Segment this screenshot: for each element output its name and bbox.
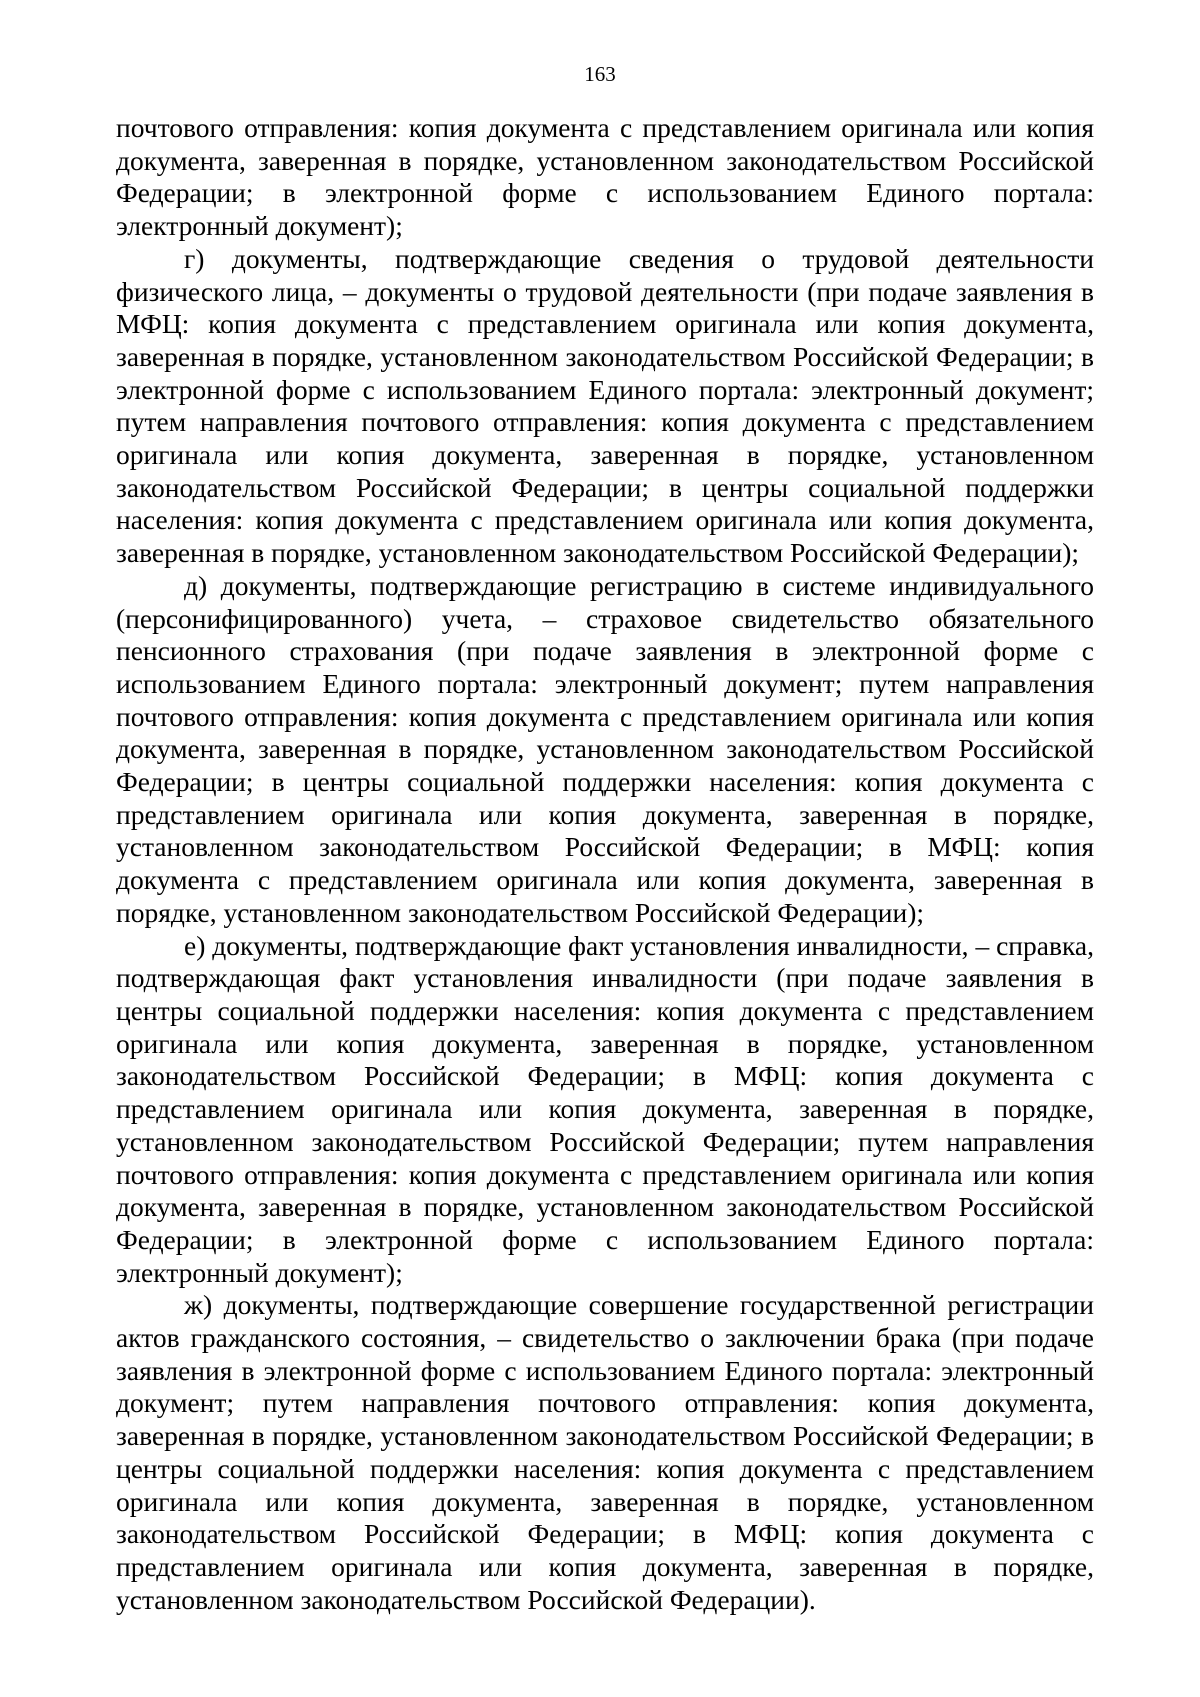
paragraph-item-e: е) документы, подтверждающие факт установления инвалидности, – справка, подтверждающая факт установления инвалидности (при подаче заявления в центры социальной поддержки населения: копия документа с представлением оригинала или копия документа, заверенная в порядке, установленном законодательством Российской Федерации; в МФЦ: копия документа с представлением оригинала или копия документа, заверенная в порядке, установленном законодательством Российской Федерации; путем направления почтового отправления: копия документа с представлением оригинала или копия документа, заверенная в порядке, установленном законодательством Российской Федерации; в электронной форме с использованием Единого портала: электронный документ); — [116, 929, 1094, 1288]
document-body — [116, 112, 1094, 1616]
paragraph-continuation: почтового отправления: копия документа с представлением оригинала или копия документа, заверенная в порядке, установленном законодательством Российской Федерации; в электронной форме с использованием Единого портала: электронный документ); — [116, 112, 1094, 242]
paragraph-item-g: г) документы, подтверждающие сведения о трудовой деятельности физического лица, – документы о трудовой деятельности (при подаче заявления в МФЦ: копия документа с представлением оригинала или копия документа, заверенная в порядке, установленном законодательством Российской Федерации; в электронной форме с использованием Единого портала: электронный документ; путем направления почтового отправления: копия документа с представлением оригинала или копия документа, заверенная в порядке, установленном законодательством Российской Федерации; в центры социальной поддержки населения: копия документа с представлением оригинала или копия документа, заверенная в порядке, установленном законодательством Российской Федерации); — [116, 242, 1094, 569]
page-number: 163 — [584, 62, 616, 86]
paragraph-item-zh: ж) документы, подтверждающие совершение государственной регистрации актов гражданского состояния, – свидетельство о заключении брака (при подаче заявления в электронной форме с использованием Единого портала: электронный документ; путем направления почтового отправления: копия документа, заверенная в порядке, установленном законодательством Российской Федерации; в центры социальной поддержки населения: копия документа с представлением оригинала или копия документа, заверенная в порядке, установленном законодательством Российской Федерации; в МФЦ: копия документа с представлением оригинала или копия документа, заверенная в порядке, установленном законодательством Российской Федерации). — [116, 1289, 1094, 1615]
paragraph-item-d: д) документы, подтверждающие регистрацию в системе индивидуального (персонифицированного) учета, – страховое свидетельство обязательного пенсионного страхования (при подаче заявления в электронной форме с использованием Единого портала: электронный документ; путем направления почтового отправления: копия документа с представлением оригинала или копия документа, заверенная в порядке, установленном законодательством Российской Федерации; в центры социальной поддержки населения: копия документа с представлением оригинала или копия документа, заверенная в порядке, установленном законодательством Российской Федерации; в МФЦ: копия документа с представлением оригинала или копия документа, заверенная в порядке, установленном законодательством Российской Федерации); — [116, 569, 1094, 928]
